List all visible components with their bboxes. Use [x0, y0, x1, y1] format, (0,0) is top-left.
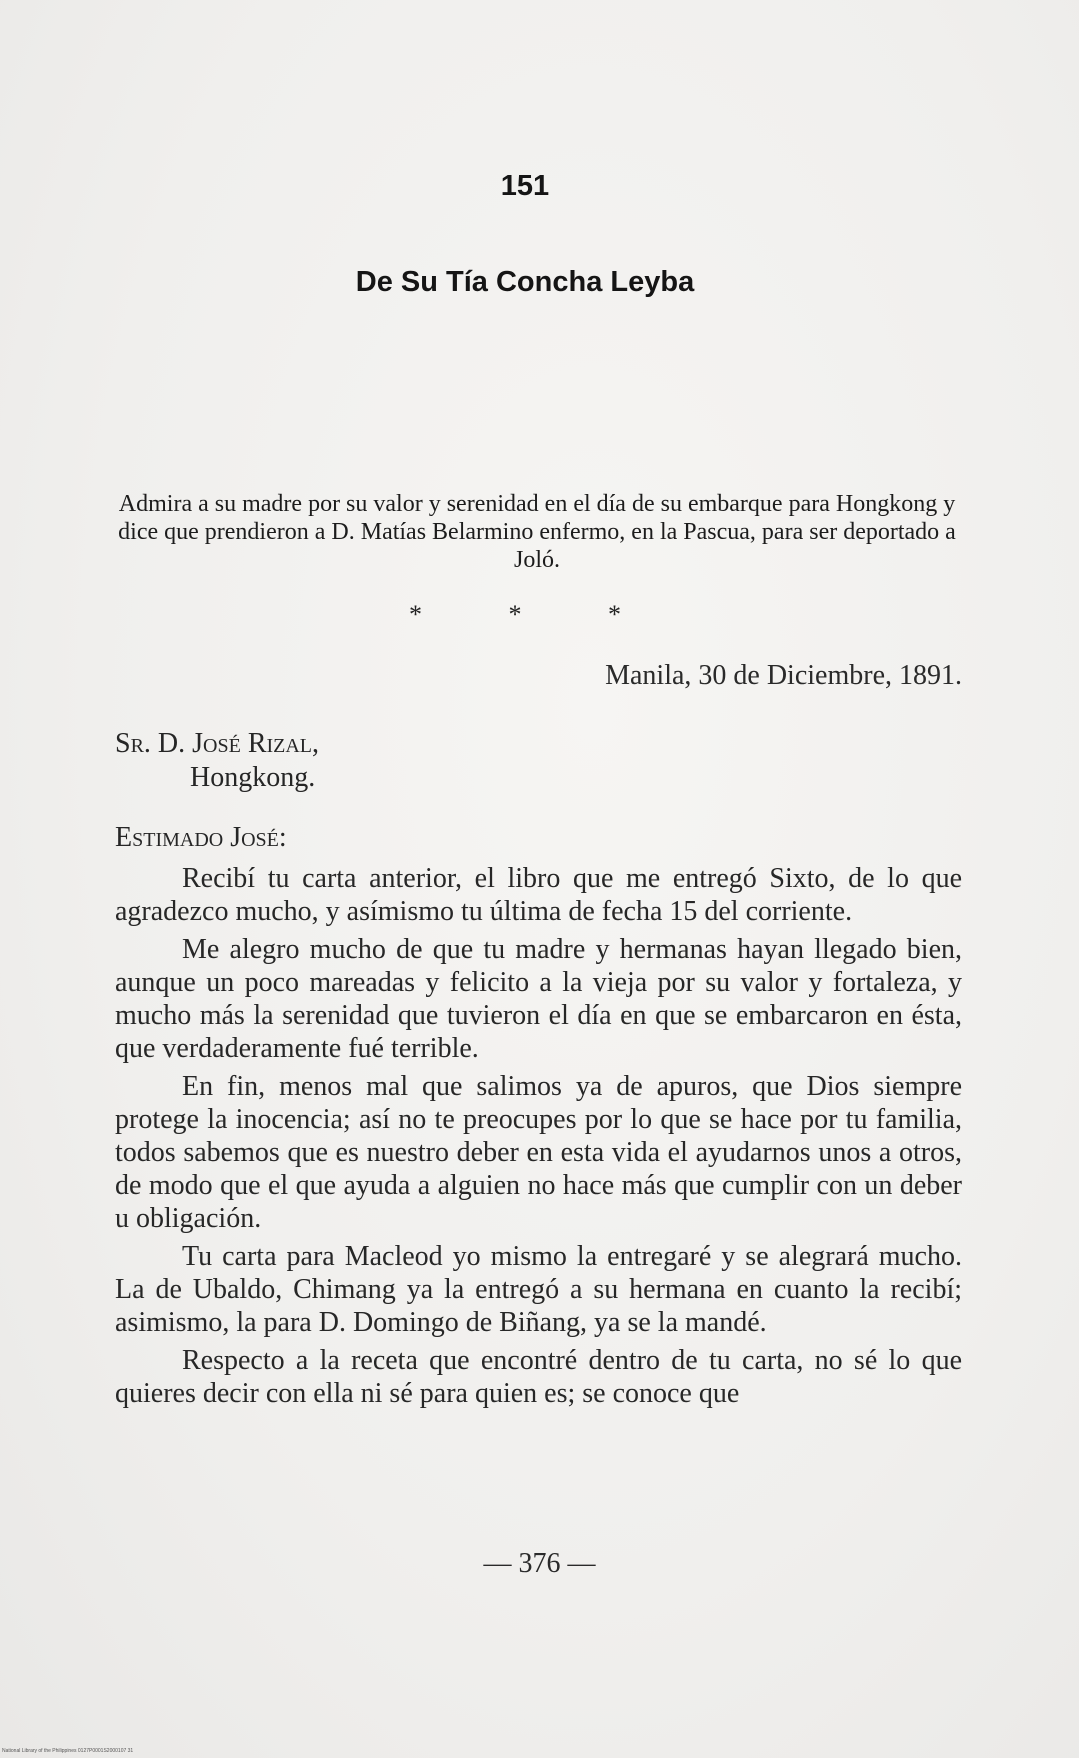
letter-title: De Su Tía Concha Leyba	[355, 266, 695, 298]
addressee-place: Hongkong.	[190, 762, 316, 793]
letter-number: 151	[500, 170, 550, 202]
paragraph: Tu carta para Macleod yo mismo la entregaré y se alegrará mucho. La de Ubaldo, Chimang ya la entregó a su hermana en cuanto la recibí; asimismo, la para D. Domingo de Biñang, ya se la mandé.	[115, 1241, 962, 1338]
scan-footer: National Library of the Philippines 0127P0001S2000107 31	[2, 1748, 134, 1754]
addressee-block	[115, 727, 319, 795]
paragraph: En fin, menos mal que salimos ya de apuros, que Dios siempre protege la inocencia; así no te preocupes por lo que se hace por tu familia, todos sabemos que es nuestro deber en esta vida el ayudarnos unos a otros, de modo que el que ayuda a alguien no hace más que cumplir con un deber u obligación.	[115, 1071, 962, 1234]
addressee-name: Sr. D. José Rizal,	[115, 728, 320, 759]
date-line: Manila, 30 de Diciembre, 1891.	[605, 660, 962, 691]
letter-body	[115, 862, 962, 1415]
paragraph: Respecto a la receta que encontré dentro de tu carta, no sé lo que quieres decir con ella ni sé para quien es; se conoce que	[115, 1345, 962, 1409]
paragraph: Me alegro mucho de que tu madre y hermanas hayan llegado bien, aunque un poco mareadas y felicito a la vieja por su valor y fortaleza, y mucho más la serenidad que tuvieron el día en que se embarcaron en ésta, que verdaderamente fué terrible.	[115, 934, 962, 1064]
letter-summary: Admira a su madre por su valor y serenidad en el día de su embarque para Hongkong y dice que prendieron a D. Matías Belarmino enfermo, en la Pascua, para ser deportado a Joló.	[118, 491, 956, 573]
salutation: Estimado José:	[115, 822, 287, 853]
section-separator: * * *	[409, 600, 661, 629]
page-number: — 376 —	[483, 1548, 596, 1579]
paragraph: Recibí tu carta anterior, el libro que me entregó Sixto, de lo que agradezco mucho, y asímismo tu última de fecha 15 del corriente.	[115, 863, 962, 927]
